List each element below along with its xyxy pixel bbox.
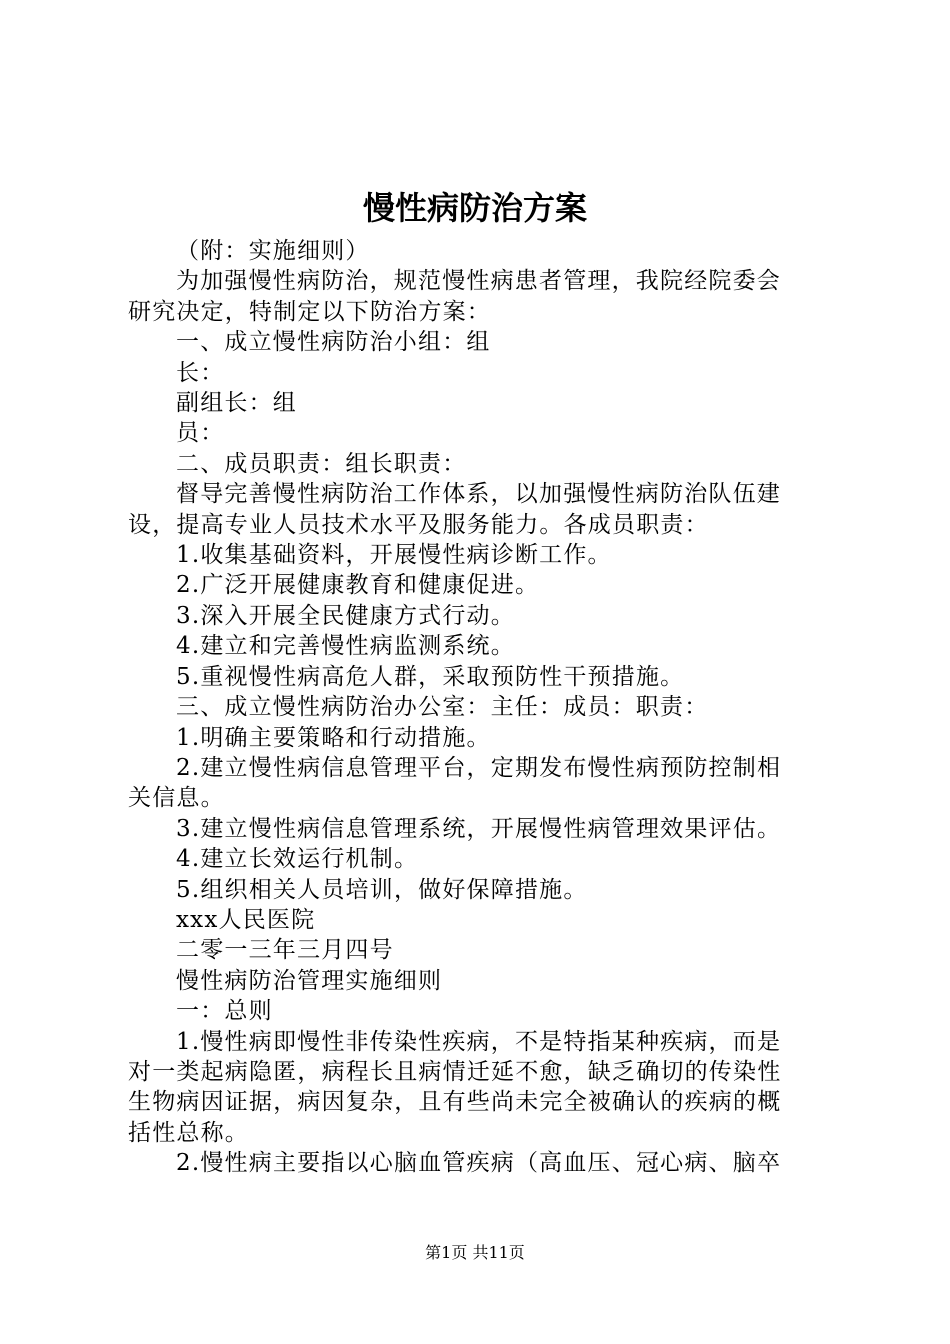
paragraph-line: 2.广泛开展健康教育和健康促进。: [176, 572, 540, 599]
paragraph-line: 1.明确主要策略和行动措施。: [176, 724, 491, 751]
document-title: 慢性病防治方案: [362, 189, 587, 227]
signature-date: 二零一三年三月四号: [176, 937, 394, 964]
paragraph-line: 副组长：组: [176, 390, 297, 417]
signature-organization: xxx人民医院: [176, 906, 316, 933]
paragraph-line: 3.深入开展全民健康方式行动。: [176, 602, 515, 629]
section-heading: 一：总则: [176, 998, 273, 1025]
page-footer: 第1页 共11页: [425, 1243, 525, 1262]
paragraph-line: 5.重视慢性病高危人群，采取预防性干预措施。: [176, 663, 685, 690]
paragraph-line: 设，提高专业人员技术水平及服务能力。各成员职责：: [128, 511, 709, 538]
paragraph-line: 三、成立慢性病防治办公室：主任：成员：职责：: [176, 694, 709, 721]
paragraph-line: 一、成立慢性病防治小组：组: [176, 329, 491, 356]
paragraph-line: 对一类起病隐匿，病程长且病情迁延不愈，缺乏确切的传染性: [128, 1058, 782, 1085]
paragraph-line: 研究决定，特制定以下防治方案：: [128, 298, 491, 325]
paragraph-line: 员：: [176, 420, 225, 447]
document-body: [128, 236, 838, 1179]
paragraph-line: 3.建立慢性病信息管理系统，开展慢性病管理效果评估。: [176, 815, 782, 842]
paragraph-line: 长：: [176, 359, 225, 386]
paragraph-line: 督导完善慢性病防治工作体系，以加强慢性病防治队伍建: [176, 481, 781, 508]
paragraph-line: 4.建立长效运行机制。: [176, 846, 419, 873]
paragraph-line: 生物病因证据，病因复杂，且有些尚未完全被确认的疾病的概: [128, 1089, 782, 1116]
paragraph-line: 为加强慢性病防治，规范慢性病患者管理，我院经院委会: [176, 268, 781, 295]
paragraph-line: 2.建立慢性病信息管理平台，定期发布慢性病预防控制相: [176, 754, 782, 781]
paragraph-line: 5.组织相关人员培训，做好保障措施。: [176, 876, 588, 903]
paragraph-line: 1.收集基础资料，开展慢性病诊断工作。: [176, 542, 612, 569]
paragraph-line: 关信息。: [128, 785, 225, 812]
paragraph-line: （附：实施细则）: [176, 238, 370, 264]
paragraph-line: 1.慢性病即慢性非传染性疾病，不是特指某种疾病，而是: [176, 1028, 782, 1055]
paragraph-line: 2.慢性病主要指以心脑血管疾病（高血压、冠心病、脑卒: [176, 1150, 782, 1177]
section-heading: 慢性病防治管理实施细则: [176, 967, 443, 994]
paragraph-line: 4.建立和完善慢性病监测系统。: [176, 633, 515, 660]
paragraph-line: 括性总称。: [128, 1119, 249, 1146]
paragraph-line: 二、成员职责：组长职责：: [176, 450, 467, 477]
